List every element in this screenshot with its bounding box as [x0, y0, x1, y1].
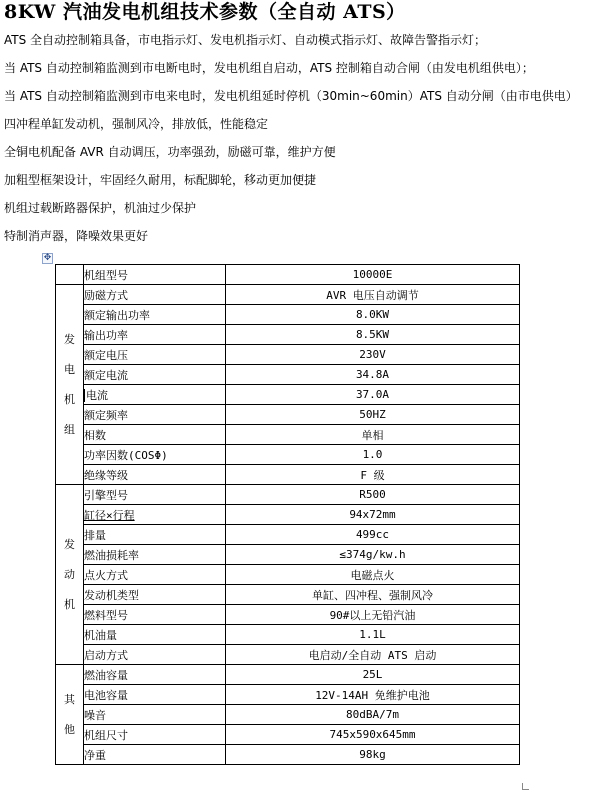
feature-ats-mains-failure: 当 ATS 自动控制箱监测到市电断电时，发电机组自启动，ATS 控制箱自动合闸（由发电机组供电）；: [4, 61, 534, 75]
feature-ats-indicators: ATS 全自动控制箱具备，市电指示灯、发电机指示灯、自动模式指示灯、故障告警指示灯；: [4, 33, 487, 47]
spec-label: 燃料型号: [84, 605, 226, 625]
spec-label: 绝缘等级: [84, 465, 226, 485]
group-label: 发动机: [64, 537, 75, 611]
table-row: [56, 525, 520, 545]
spec-label: 引擎型号: [84, 485, 226, 505]
text-cursor: [84, 389, 85, 402]
spec-label-text: 缸径×行程: [84, 508, 135, 522]
group-generator: [56, 285, 84, 485]
cell-end-mark-icon: [522, 783, 529, 790]
spec-label: 机油量: [84, 625, 226, 645]
spec-table: [55, 264, 520, 765]
group-label: 其他: [64, 692, 75, 736]
document-title: 8KW 汽油发电机组技术参数（全自动 ATS）: [4, 1, 406, 23]
spec-value: R500: [226, 485, 520, 505]
feature-frame: 加粗型框架设计，牢固经久耐用，标配脚轮，移动更加便捷: [4, 173, 317, 187]
table-row: [56, 465, 520, 485]
table-row: [56, 345, 520, 365]
spec-label: 额定电流: [84, 365, 226, 385]
spec-label: 燃油容量: [84, 665, 226, 685]
spec-value: 单缸、四冲程、强制风冷: [226, 585, 520, 605]
spec-label: 排量: [84, 525, 226, 545]
spec-value: 10000E: [226, 265, 520, 285]
spec-label: [84, 385, 226, 405]
table-row: [56, 565, 520, 585]
group-label: 发电机组: [64, 332, 75, 436]
table-row: [56, 285, 520, 305]
feature-ats-mains-restore: 当 ATS 自动控制箱监测到市电来电时，发电机组延时停机（30min~60min）ATS 自动分闸（由市电供电）: [4, 89, 578, 103]
spec-label: 电池容量: [84, 685, 226, 705]
spec-label: 输出功率: [84, 325, 226, 345]
feature-alternator: 全铜电机配备 AVR 自动调压，功率强劲，励磁可靠，维护方便: [4, 145, 336, 159]
spec-value: 电启动/全自动 ATS 启动: [226, 645, 520, 665]
spec-label: 额定频率: [84, 405, 226, 425]
spec-label: 发动机类型: [84, 585, 226, 605]
spec-value: 12V-14AH 免维护电池: [226, 685, 520, 705]
spec-value: 电磁点火: [226, 565, 520, 585]
spec-label: 机组尺寸: [84, 725, 226, 745]
table-row: [56, 405, 520, 425]
table-row: [56, 485, 520, 505]
group-other: [56, 665, 84, 765]
spec-value: 94x72mm: [226, 505, 520, 525]
table-row: [56, 705, 520, 725]
table-row: [56, 365, 520, 385]
spec-value: 499cc: [226, 525, 520, 545]
spec-label: 燃油损耗率: [84, 545, 226, 565]
table-row: [56, 685, 520, 705]
spec-value: 50HZ: [226, 405, 520, 425]
table-row: [56, 725, 520, 745]
spec-label: 噪音: [84, 705, 226, 725]
spec-label: 净重: [84, 745, 226, 765]
spec-value: 1.1L: [226, 625, 520, 645]
table-row: [56, 645, 520, 665]
table-row: [56, 665, 520, 685]
spec-value: 34.8A: [226, 365, 520, 385]
table-row: [56, 445, 520, 465]
table-row: [56, 585, 520, 605]
table-move-handle-icon[interactable]: ✥: [43, 253, 52, 263]
spec-value: 8.0KW: [226, 305, 520, 325]
feature-engine: 四冲程单缸发动机，强制风冷，排放低，性能稳定: [4, 117, 269, 131]
table-row: [56, 385, 520, 405]
table-row: [56, 625, 520, 645]
feature-muffler: 特制消声器，降噪效果更好: [4, 229, 149, 243]
spec-label: 点火方式: [84, 565, 226, 585]
spec-value: 745x590x645mm: [226, 725, 520, 745]
spec-value: 90#以上无铅汽油: [226, 605, 520, 625]
spec-value: 1.0: [226, 445, 520, 465]
spec-value: 8.5KW: [226, 325, 520, 345]
spec-value: 230V: [226, 345, 520, 365]
spec-label: 功率因数(COSΦ): [84, 445, 226, 465]
spec-label: 相数: [84, 425, 226, 445]
table-row: [56, 425, 520, 445]
table-row: [56, 305, 520, 325]
spec-value: 80dBA/7m: [226, 705, 520, 725]
spec-label: 额定输出功率: [84, 305, 226, 325]
spec-value: F 级: [226, 465, 520, 485]
spec-value: 98kg: [226, 745, 520, 765]
group-engine: [56, 485, 84, 665]
table-row: [56, 325, 520, 345]
spec-label: [84, 505, 226, 525]
spec-label: 启动方式: [84, 645, 226, 665]
table-row: [56, 265, 520, 285]
table-row: [56, 545, 520, 565]
spec-value: 37.0A: [226, 385, 520, 405]
model-corner-cell: [56, 265, 84, 285]
spec-value: 25L: [226, 665, 520, 685]
table-row: [56, 745, 520, 765]
feature-protection: 机组过载断路器保护，机油过少保护: [4, 201, 197, 215]
spec-value: 单相: [226, 425, 520, 445]
spec-label: 机组型号: [84, 265, 226, 285]
spec-value: AVR 电压自动调节: [226, 285, 520, 305]
table-row: [56, 605, 520, 625]
spec-label: 励磁方式: [84, 285, 226, 305]
spec-label-text: 电流: [86, 388, 108, 402]
spec-label: 额定电压: [84, 345, 226, 365]
table-row: [56, 505, 520, 525]
spec-value: ≤374g/kw.h: [226, 545, 520, 565]
